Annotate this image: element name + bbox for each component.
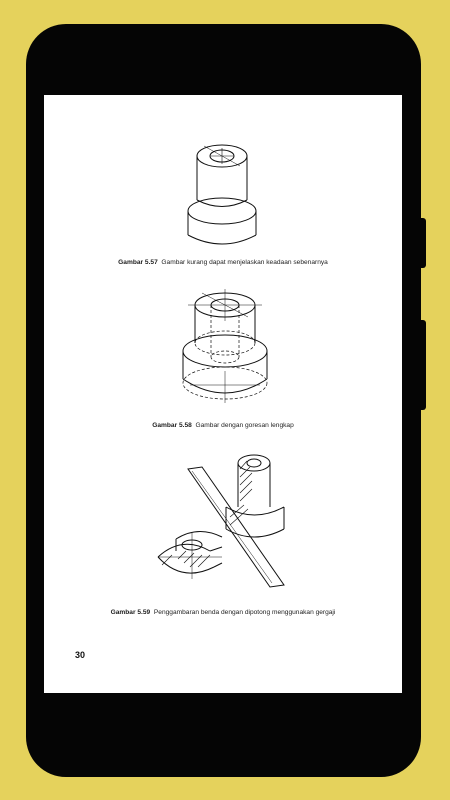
figure-5-59-caption bbox=[44, 609, 402, 616]
figure-5-58-drawing bbox=[180, 285, 270, 415]
volume-button bbox=[420, 218, 426, 268]
page-number: 30 bbox=[75, 650, 86, 660]
figure-5-57-caption bbox=[44, 259, 402, 266]
figure-number: Gambar 5.57 bbox=[118, 259, 158, 266]
document-page[interactable] bbox=[44, 95, 402, 693]
figure-5-58-caption bbox=[44, 422, 402, 429]
figure-caption-text: Gambar kurang dapat menjelaskan keadaan sebenarnya bbox=[161, 259, 328, 266]
figure-caption-text: Gambar dengan goresan lengkap bbox=[195, 422, 294, 429]
power-button bbox=[420, 320, 426, 410]
figure-number: Gambar 5.59 bbox=[110, 609, 151, 616]
figure-number: Gambar 5.58 bbox=[152, 422, 192, 429]
figure-5-57-drawing bbox=[184, 133, 264, 255]
figure-caption-text: Penggambaran benda dengan dipotong menggunakan gergaji bbox=[153, 609, 336, 616]
figure-5-59-drawing bbox=[152, 447, 292, 597]
